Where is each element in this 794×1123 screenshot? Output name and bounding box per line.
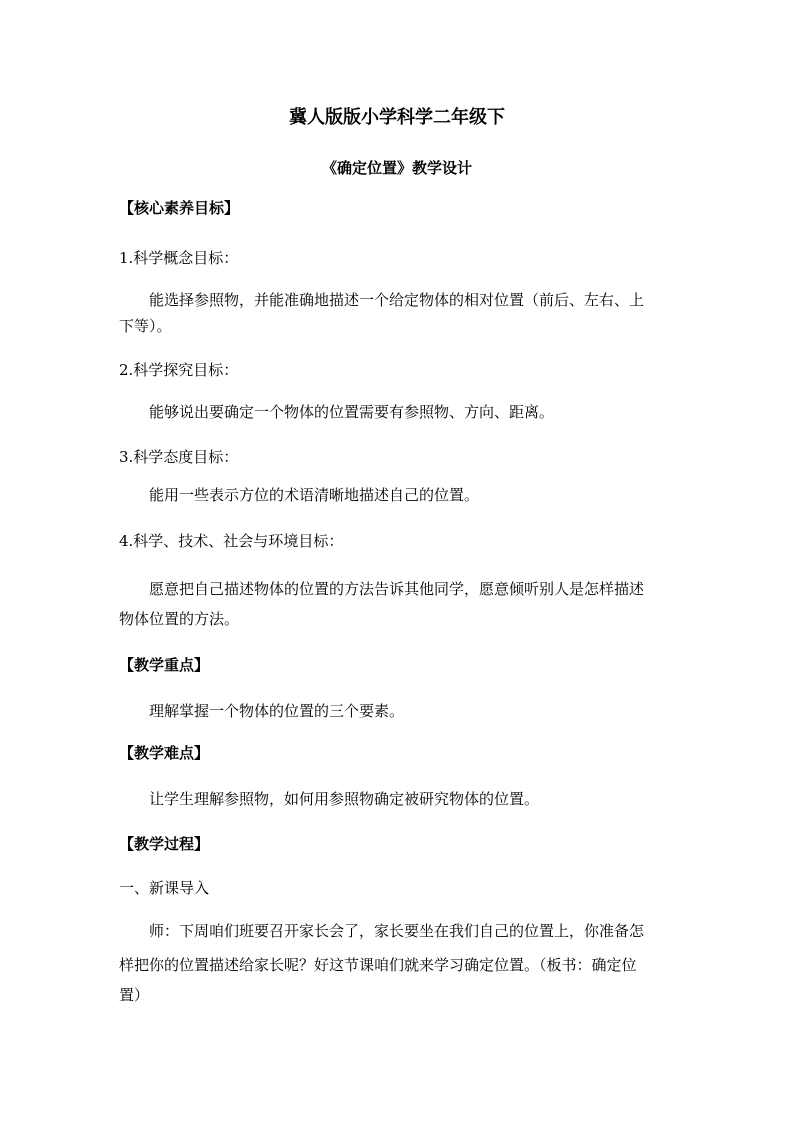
process-text-line1: 师：下周咱们班要召开家长会了，家长要坐在我们自己的位置上，你准备怎 [149,922,645,940]
goal4-text-line1: 愿意把自己描述物体的位置的方法告诉其他同学，愿意倾听别人是怎样描述 [149,580,645,598]
goal4-label: 4.科学、技术、社会与环境目标： [119,532,344,550]
core-goals-heading: 【核心素养目标】 [119,199,240,217]
goal2-label: 2.科学探究目标： [119,361,239,379]
document-title: 冀人版版小学科学二年级下 [289,107,505,128]
goal3-label: 3.科学态度目标： [119,448,239,466]
difficulties-text: 让学生理解参照物，如何用参照物确定被研究物体的位置。 [149,790,540,808]
goal4-text-line2: 物体位置的方法。 [119,610,240,628]
key-points-heading: 【教学重点】 [119,656,210,674]
process-heading: 【教学过程】 [119,835,210,853]
difficulties-heading: 【教学难点】 [119,744,210,762]
goal1-text-line1: 能选择参照物，并能准确地描述一个给定物体的相对位置（前后、左右、上 [149,291,645,309]
goal1-label: 1.科学概念目标： [119,249,239,267]
process-text-line3: 置） [119,986,150,1004]
process-text-line2: 样把你的位置描述给家长呢？好这节课咱们就来学习确定位置。（板书：确定位 [119,956,637,974]
document-subtitle: 《确定位置》教学设计 [321,159,472,177]
goal2-text: 能够说出要确定一个物体的位置需要有参照物、方向、距离。 [149,403,555,421]
goal3-text: 能用一些表示方位的术语清晰地描述自己的位置。 [149,486,480,504]
key-points-text: 理解掌握一个物体的位置的三个要素。 [149,702,405,720]
process-step1: 一、新课导入 [119,879,210,897]
goal1-text-line2: 下等）。 [119,317,172,335]
